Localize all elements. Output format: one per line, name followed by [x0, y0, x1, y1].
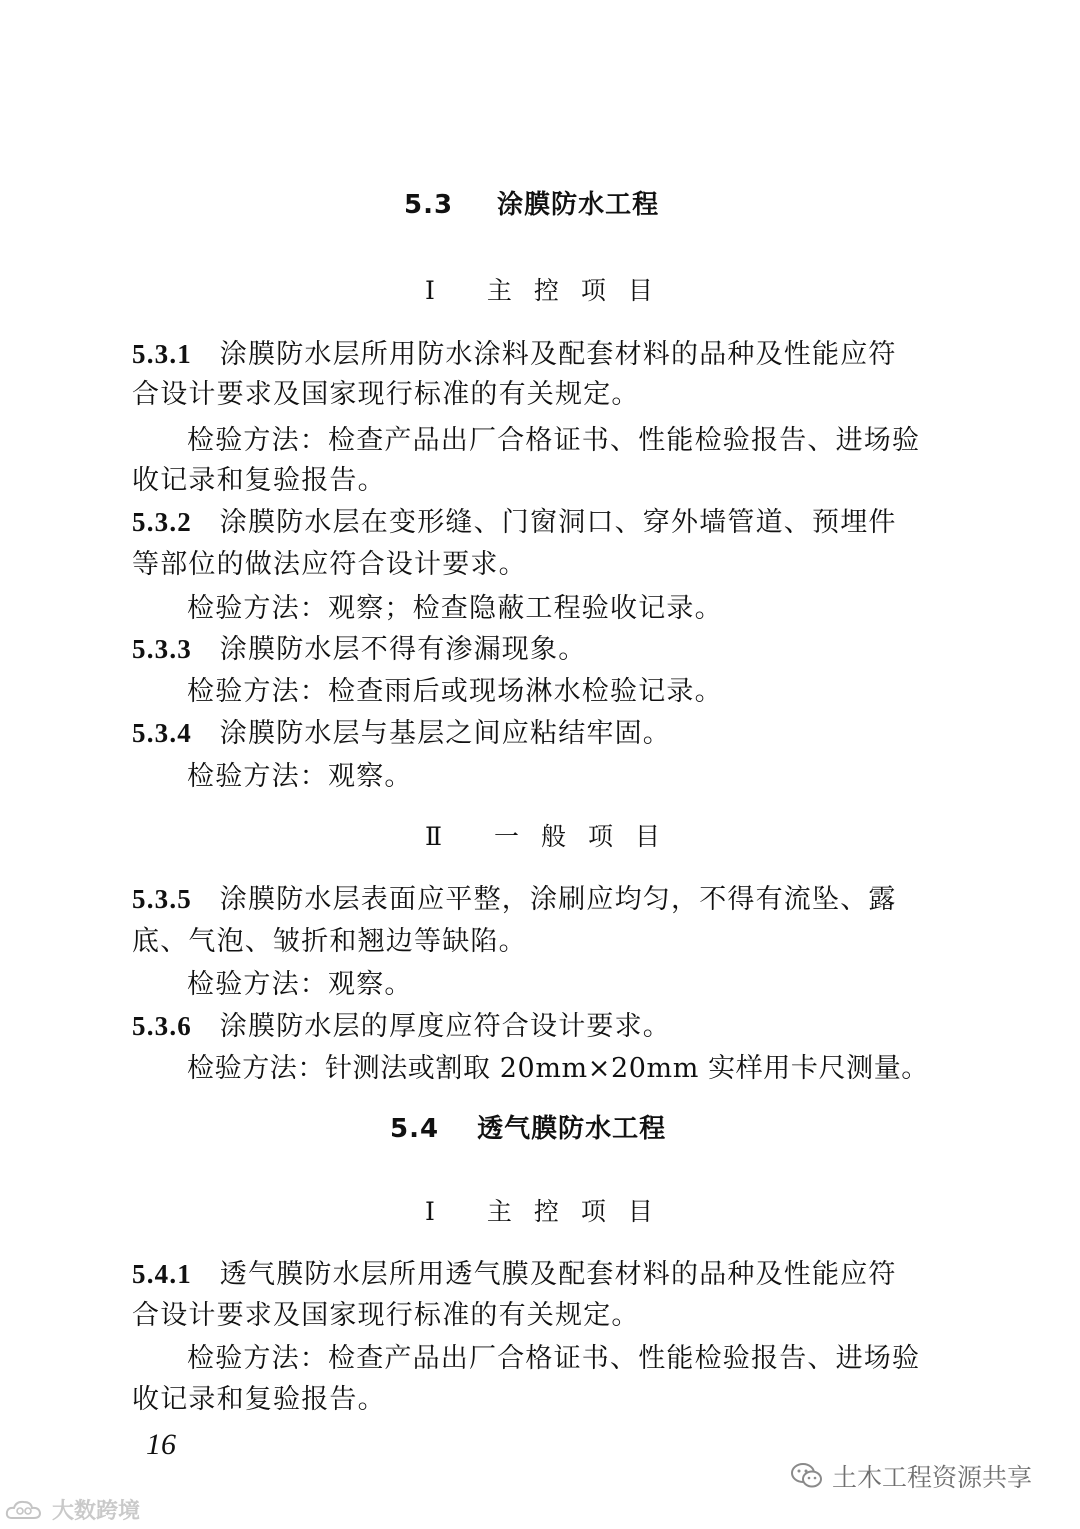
- clause-5-3-2: [132, 500, 897, 539]
- inspection-method-cont: 收记录和复验报告。: [132, 465, 386, 496]
- clause-text: 涂膜防水层不得有渗漏现象。: [219, 634, 587, 665]
- clause-5-3-1: [132, 332, 897, 371]
- inspection-method: 检验方法：检查产品出厂合格证书、性能检验报告、进场验: [187, 425, 921, 456]
- clause-text: 涂膜防水层在变形缝、门窗洞口、穿外墙管道、预埋件: [219, 507, 897, 538]
- watermark-text: 大数跨境: [52, 1499, 141, 1524]
- clause-text: 涂膜防水层所用防水涂料及配套材料的品种及性能应符: [219, 339, 897, 370]
- inspection-method: 检验方法：观察；检查隐蔽工程验收记录。: [187, 593, 723, 624]
- inspection-method: 检验方法：针测法或割取 20mm×20mm 实样用卡尺测量。: [187, 1053, 929, 1084]
- clause-5-3-3: [132, 627, 586, 666]
- watermark-text: 土木工程资源共享: [832, 1463, 1033, 1492]
- inspection-method-cont: 收记录和复验报告。: [132, 1384, 386, 1415]
- clause-number: 5.3.6: [132, 1011, 192, 1041]
- clause-number: 5.3.4: [132, 718, 192, 748]
- page-number: 16: [146, 1428, 176, 1461]
- clause-text-cont: 合设计要求及国家现行标准的有关规定。: [132, 1300, 640, 1331]
- cloud-logo-icon: [4, 1496, 48, 1524]
- section-title: 涂膜防水工程: [497, 190, 660, 220]
- watermark-logo: [4, 1494, 140, 1525]
- wechat-icon: [790, 1461, 824, 1491]
- clause-5-3-6: [132, 1004, 671, 1043]
- clause-text: 透气膜防水层所用透气膜及配套材料的品种及性能应符: [219, 1259, 897, 1290]
- clause-5-4-1: [132, 1252, 897, 1291]
- clause-text: 涂膜防水层与基层之间应粘结牢固。: [219, 718, 671, 749]
- watermark-wechat: [790, 1458, 1032, 1494]
- clause-number: 5.3.1: [132, 339, 192, 369]
- clause-text-cont: 合设计要求及国家现行标准的有关规定。: [132, 379, 640, 410]
- clause-5-3-5: [132, 877, 897, 916]
- subheading-main-items: Ⅰ 主控项目: [425, 276, 675, 305]
- subheading-main-items: Ⅰ 主控项目: [425, 1197, 675, 1226]
- clause-number: 5.3.5: [132, 884, 192, 914]
- inspection-method: 检验方法：检查产品出厂合格证书、性能检验报告、进场验: [187, 1343, 921, 1374]
- clause-text: 涂膜防水层表面应平整，涂刷应均匀，不得有流坠、露: [219, 884, 897, 915]
- clause-text-cont: 等部位的做法应符合设计要求。: [132, 549, 527, 580]
- section-5-4-heading: [390, 1108, 666, 1145]
- clause-number: 5.4.1: [132, 1259, 192, 1289]
- clause-number: 5.3.2: [132, 507, 192, 537]
- clause-5-3-4: [132, 711, 671, 750]
- inspection-method: 检验方法：观察。: [187, 761, 413, 792]
- inspection-method: 检验方法：观察。: [187, 969, 413, 1000]
- subheading-general-items: Ⅱ 一般项目: [425, 822, 682, 851]
- section-title: 透气膜防水工程: [477, 1114, 667, 1144]
- inspection-method: 检验方法：检查雨后或现场淋水检验记录。: [187, 676, 723, 707]
- section-5-3-heading: [404, 184, 659, 221]
- clause-number: 5.3.3: [132, 634, 192, 664]
- section-number: 5.3: [404, 190, 454, 220]
- clause-text: 涂膜防水层的厚度应符合设计要求。: [219, 1011, 671, 1042]
- clause-text-cont: 底、气泡、皱折和翘边等缺陷。: [132, 926, 527, 957]
- section-number: 5.4: [390, 1114, 440, 1144]
